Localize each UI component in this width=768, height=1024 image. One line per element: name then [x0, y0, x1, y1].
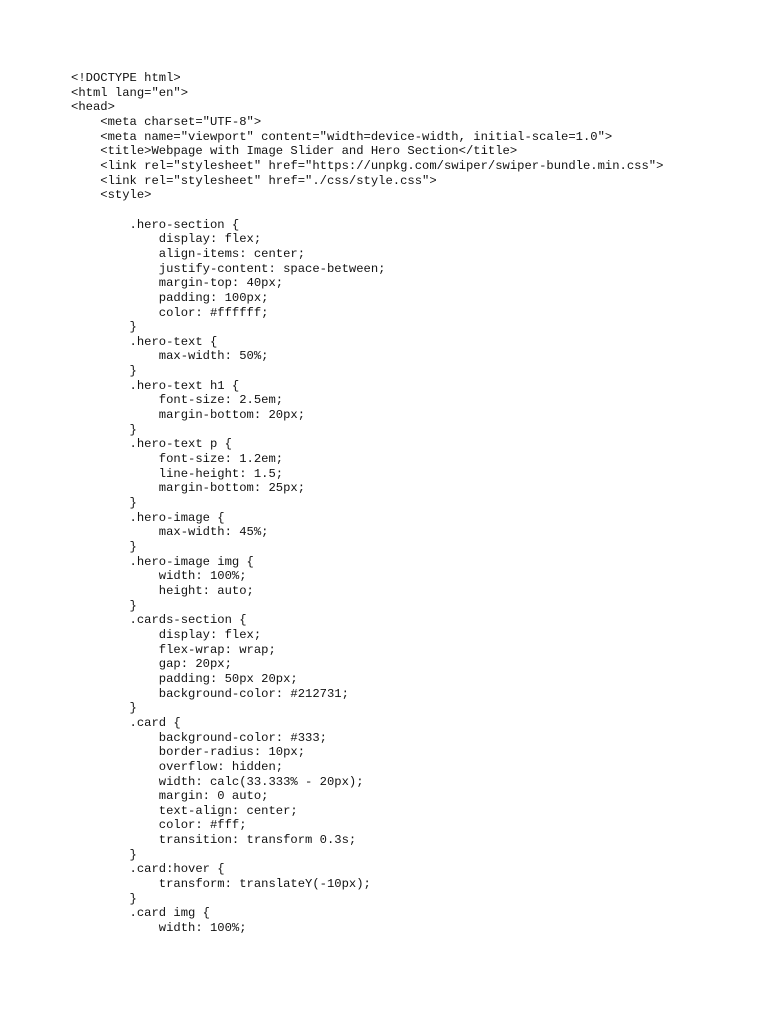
code-line: <link rel="stylesheet" href="https://unpkg.com/swiper/swiper-bundle.min.css"> — [71, 158, 664, 173]
code-line: <html lang="en"> — [71, 85, 189, 100]
code-line: padding: 100px; — [71, 290, 269, 305]
code-line: .hero-text { — [71, 334, 218, 349]
code-line: .card { — [71, 715, 181, 730]
code-line: display: flex; — [71, 627, 262, 642]
code-line: <meta name="viewport" content="width=device-width, initial-scale=1.0"> — [71, 129, 613, 144]
code-line: border-radius: 10px; — [71, 745, 306, 760]
code-line: .hero-section { — [71, 217, 240, 232]
code-line: gap: 20px; — [71, 657, 232, 672]
code-line: } — [71, 540, 137, 554]
code-line: } — [71, 847, 137, 862]
code-line: transform: translateY(-10px); — [71, 877, 371, 892]
code-line: } — [71, 598, 137, 613]
code-line: justify-content: space-between; — [71, 261, 386, 276]
code-line: margin-bottom: 25px; — [71, 481, 306, 496]
code-line: .card img { — [71, 906, 210, 921]
code-line: background-color: #333; — [71, 730, 327, 745]
code-line: margin-top: 40px; — [71, 276, 284, 291]
code-line: margin-bottom: 20px; — [71, 408, 306, 423]
code-line: .cards-section { — [71, 613, 247, 628]
code-line: .hero-image img { — [71, 554, 254, 569]
code-line: .hero-text h1 { — [71, 378, 240, 393]
code-line: } — [71, 320, 137, 335]
code-line: flex-wrap: wrap; — [71, 642, 276, 657]
code-line: width: calc(33.333% - 20px); — [71, 774, 364, 789]
code-line: <title>Webpage with Image Slider and Hero Section</title> — [71, 144, 518, 159]
code-line: text-align: center; — [71, 803, 298, 818]
code-line: line-height: 1.5; — [71, 466, 284, 481]
code-line: width: 100%; — [71, 569, 247, 584]
code-line — [71, 203, 663, 218]
code-line: color: #ffffff; — [71, 305, 269, 320]
code-line: .card:hover { — [71, 862, 225, 877]
code-line: .hero-image { — [71, 510, 225, 525]
code-line: align-items: center; — [71, 246, 306, 261]
code-line: margin: 0 auto; — [71, 789, 269, 804]
code-line: <!DOCTYPE html> — [71, 71, 181, 85]
code-line: overflow: hidden; — [71, 759, 284, 774]
code-line: } — [71, 422, 137, 437]
code-line: } — [71, 364, 137, 379]
code-line: <link rel="stylesheet" href="./css/style.css"> — [71, 173, 437, 188]
code-line: color: #fff; — [71, 818, 247, 833]
code-listing — [71, 71, 663, 936]
code-line: height: auto; — [71, 583, 254, 598]
code-line: .hero-text p { — [71, 437, 232, 452]
code-line: } — [71, 701, 137, 716]
code-line: } — [71, 891, 137, 906]
code-line: width: 100%; — [71, 921, 247, 936]
code-line: <meta charset="UTF-8"> — [71, 114, 262, 129]
code-line: max-width: 45%; — [71, 525, 269, 540]
code-line: font-size: 2.5em; — [71, 393, 284, 408]
code-line: <style> — [71, 188, 152, 203]
code-line: font-size: 1.2em; — [71, 452, 284, 467]
code-line: max-width: 50%; — [71, 349, 269, 364]
code-line: transition: transform 0.3s; — [71, 833, 357, 848]
code-line: padding: 50px 20px; — [71, 671, 298, 686]
code-line: background-color: #212731; — [71, 686, 349, 701]
code-line: display: flex; — [71, 232, 262, 247]
code-line: <head> — [71, 100, 115, 115]
code-line: } — [71, 496, 137, 511]
